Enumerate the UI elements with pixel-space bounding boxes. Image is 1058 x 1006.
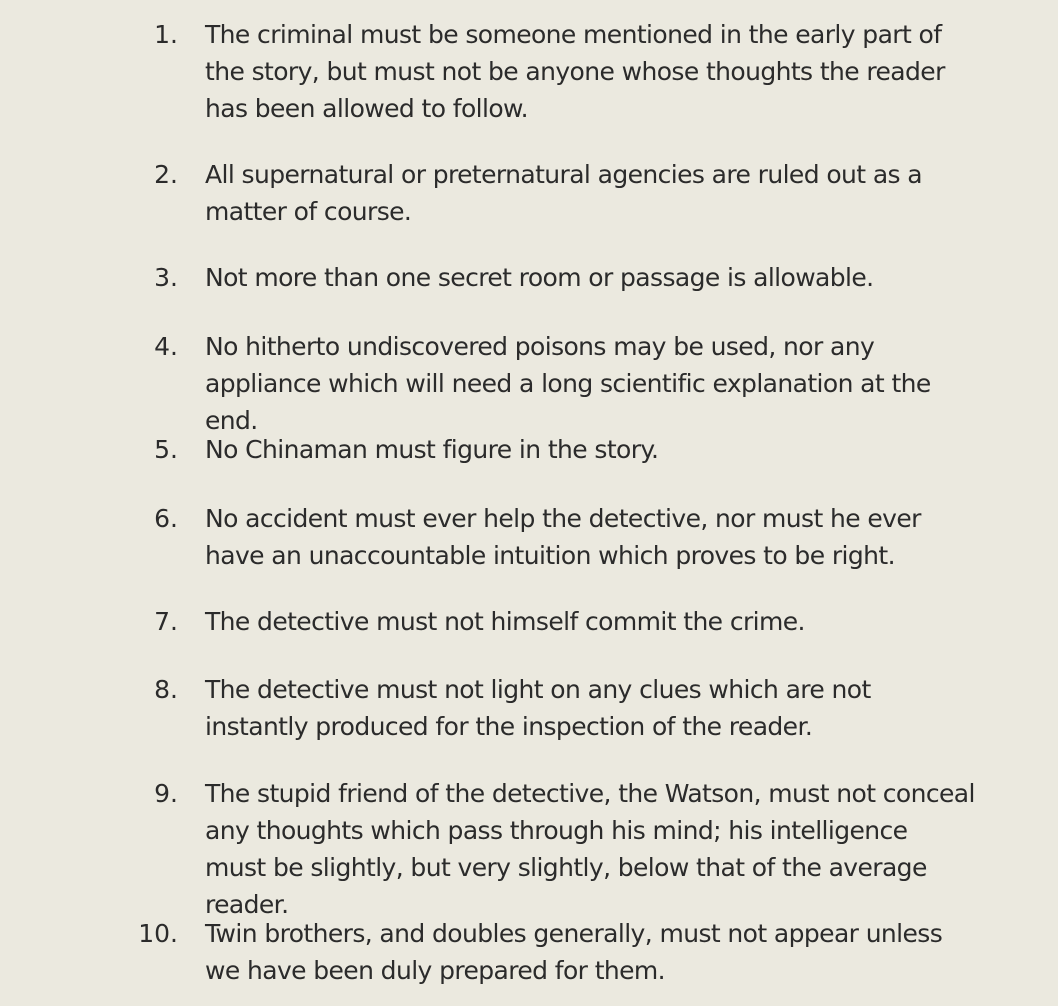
item-text: The detective must not light on any clues which are not instantly produced for the inspection of the reader. [205,675,871,741]
item-number: 10. [138,919,178,948]
item-number: 1. [154,20,178,49]
item-number: 2. [154,160,178,189]
item-text: Twin brothers, and doubles generally, must not appear unless we have been duly prepared for them. [205,919,943,985]
item-text: No Chinaman must figure in the story. [205,435,659,464]
item-text: No accident must ever help the detective, nor must he ever have an unaccountable intuition which proves to be right. [205,504,921,570]
item-text: No hitherto undiscovered poisons may be used, nor any appliance which will need a long scientific explanation at the end. [205,332,931,435]
item-text: Not more than one secret room or passage is allowable. [205,263,874,292]
item-number: 8. [154,675,178,704]
item-number: 7. [154,607,178,636]
item-text: The criminal must be someone mentioned in the early part of the story, but must not be anyone whose thoughts the reader has been allowed to follow. [205,20,945,123]
item-number: 4. [154,332,178,361]
item-text: The detective must not himself commit the crime. [205,607,805,636]
item-number: 5. [154,435,178,464]
item-number: 6. [154,504,178,533]
item-number: 3. [154,263,178,292]
item-text: The stupid friend of the detective, the Watson, must not conceal any thoughts which pass through his mind; his intelligence must be slightly, but very slightly, below that of the average reader. [205,779,975,919]
item-number: 9. [154,779,178,808]
item-text: All supernatural or preternatural agencies are ruled out as a matter of course. [205,160,923,226]
